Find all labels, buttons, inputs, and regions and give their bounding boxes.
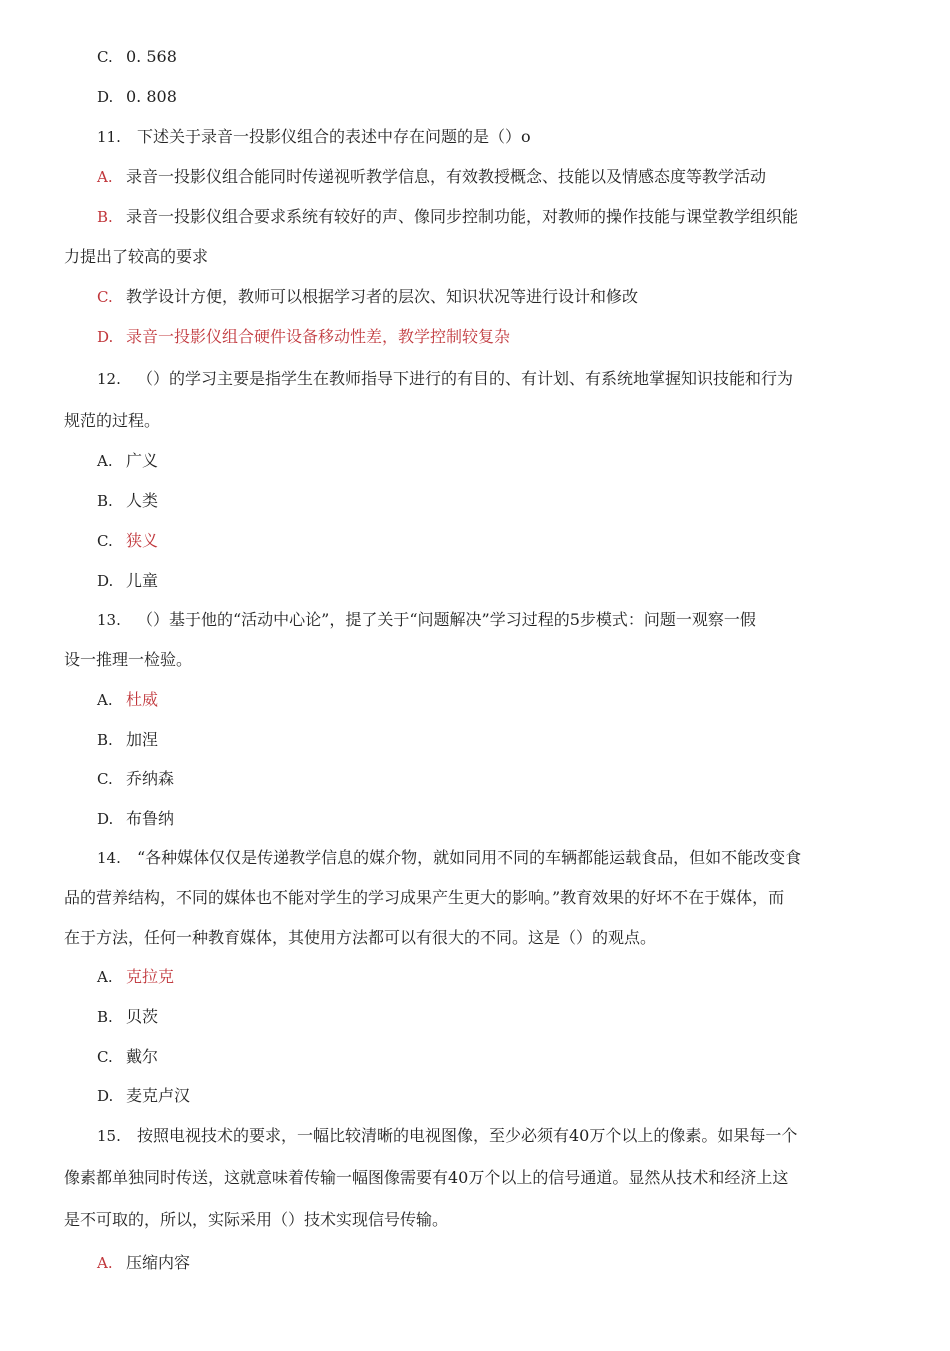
option-d <box>97 86 177 108</box>
option-label: B. <box>97 492 113 510</box>
option-text: 压缩内容 <box>126 1253 191 1272</box>
continuation-line <box>64 649 192 671</box>
continuation-line <box>64 1167 788 1189</box>
option-d <box>97 1085 190 1107</box>
option-label: D. <box>97 572 114 590</box>
question-text: “各种媒体仅仅是传递教学信息的媒介物，就如同用不同的车辆都能运载食品，但如不能改变食 <box>137 848 802 867</box>
continuation-line <box>64 1209 448 1231</box>
option-label: A. <box>97 168 113 186</box>
option-text: 戴尔 <box>126 1047 159 1066</box>
option-label: D. <box>97 810 114 828</box>
option-label: A. <box>97 968 113 986</box>
question-12 <box>97 368 793 390</box>
option-b <box>97 490 158 512</box>
continuation-text: 设一推理一检验。 <box>64 650 193 669</box>
question-15 <box>97 1125 797 1147</box>
option-c <box>97 768 174 790</box>
option-b <box>97 1006 158 1028</box>
option-label: D. <box>97 88 114 106</box>
option-label: C. <box>97 532 113 550</box>
option-text: 乔纳森 <box>126 769 175 788</box>
option-label: D. <box>97 1087 114 1105</box>
option-label: C. <box>97 1048 113 1066</box>
continuation-line <box>64 246 208 268</box>
question-text: （）的学习主要是指学生在教师指导下进行的有目的、有计划、有系统地掌握知识技能和行为 <box>137 369 794 388</box>
option-text: 杜威 <box>126 690 159 709</box>
option-b <box>97 729 158 751</box>
option-text: 麦克卢汉 <box>126 1086 191 1105</box>
question-text: 按照电视技术的要求，一幅比较清晰的电视图像，至少必须有40万个以上的像素。如果每一个 <box>137 1126 798 1145</box>
question-14 <box>97 847 801 869</box>
option-label: C. <box>97 288 113 306</box>
continuation-text: 力提出了较高的要求 <box>64 247 209 266</box>
question-number: 13. <box>97 611 121 629</box>
option-text: 教学设计方便，教师可以根据学习者的层次、知识状况等进行设计和修改 <box>126 287 639 306</box>
option-text: 录音一投影仪组合能同时传递视听教学信息，有效教授概念、技能以及情感态度等教学活动 <box>126 167 767 186</box>
question-number: 15. <box>97 1127 121 1145</box>
question-text: （）基于他的“活动中心论”，提了关于“问题解决”学习过程的5步模式：问题一观察一假 <box>137 610 756 629</box>
option-text: 0. 808 <box>126 87 177 106</box>
option-text: 布鲁纳 <box>126 809 175 828</box>
option-label: B. <box>97 208 113 226</box>
option-text: 录音一投影仪组合硬件设备移动性差，教学控制较复杂 <box>126 327 511 346</box>
question-13 <box>97 609 756 631</box>
option-a <box>97 450 158 472</box>
option-label: B. <box>97 731 113 749</box>
option-label: A. <box>97 691 113 709</box>
option-label: C. <box>97 48 113 66</box>
continuation-line <box>64 927 656 949</box>
option-a <box>97 166 766 188</box>
option-d <box>97 326 510 348</box>
question-number: 12. <box>97 370 121 388</box>
option-text: 贝茨 <box>126 1007 159 1026</box>
option-c <box>97 46 177 68</box>
question-number: 14. <box>97 849 121 867</box>
continuation-text: 规范的过程。 <box>64 411 161 430</box>
continuation-line <box>64 410 160 432</box>
option-text: 狭义 <box>126 531 159 550</box>
question-text: 下述关于录音一投影仪组合的表述中存在问题的是（）o <box>137 127 531 146</box>
option-d <box>97 570 158 592</box>
option-text: 0. 568 <box>126 47 177 66</box>
option-c <box>97 286 638 308</box>
option-label: C. <box>97 770 113 788</box>
continuation-text: 是不可取的，所以，实际采用（）技术实现信号传输。 <box>64 1210 449 1229</box>
option-label: A. <box>97 452 113 470</box>
question-number: 11. <box>97 128 121 146</box>
option-label: B. <box>97 1008 113 1026</box>
continuation-text: 在于方法，任何一种教育媒体，其使用方法都可以有很大的不同。这是（）的观点。 <box>64 928 657 947</box>
question-11 <box>97 126 531 148</box>
continuation-line <box>64 887 784 909</box>
option-b <box>97 206 798 228</box>
option-a <box>97 1252 190 1274</box>
option-text: 人类 <box>126 491 159 510</box>
option-text: 录音一投影仪组合要求系统有较好的声、像同步控制功能，对教师的操作技能与课堂教学组织能 <box>126 207 799 226</box>
option-a <box>97 966 174 988</box>
option-text: 加涅 <box>126 730 159 749</box>
option-text: 克拉克 <box>126 967 175 986</box>
continuation-text: 像素都单独同时传送，这就意味着传输一幅图像需要有40万个以上的信号通道。显然从技术和经济上这 <box>64 1168 789 1187</box>
option-c <box>97 530 158 552</box>
option-a <box>97 689 158 711</box>
option-text: 广义 <box>126 451 159 470</box>
continuation-text: 品的营养结构，不同的媒体也不能对学生的学习成果产生更大的影响。”教育效果的好坏不在于媒体，而 <box>64 888 785 907</box>
option-text: 儿童 <box>126 571 159 590</box>
option-label: A. <box>97 1254 113 1272</box>
option-c <box>97 1046 158 1068</box>
option-label: D. <box>97 328 114 346</box>
option-d <box>97 808 174 830</box>
